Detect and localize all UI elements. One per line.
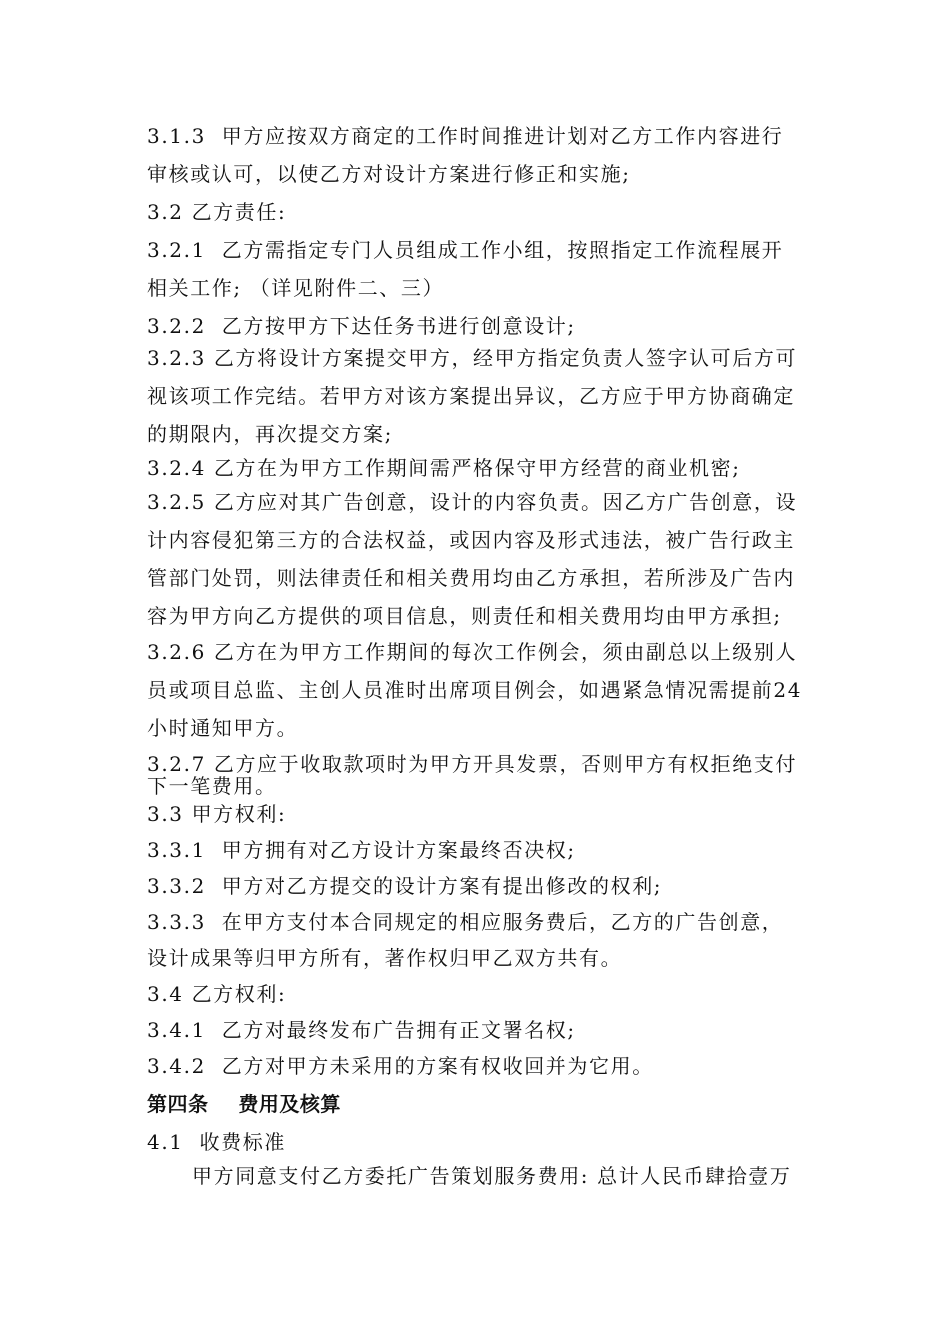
clause-3-2-3-line-2: 视该项工作完结。若甲方对该方案提出异议，乙方应于甲方协商确定 (147, 384, 795, 408)
clause-3-2-1-line-1: 3.2.1 乙方需指定专门人员组成工作小组，按照指定工作流程展开 (147, 238, 784, 262)
clause-3-2-5-line-3: 管部门处罚，则法律责任和相关费用均由乙方承担，若所涉及广告内 (147, 566, 795, 590)
clause-3-3-title: 3.3 甲方权利: (147, 802, 287, 826)
clause-3-2-6-line-1: 3.2.6 乙方在为甲方工作期间的每次工作例会，须由副总以上级别人 (147, 640, 798, 664)
article-4-heading: 第四条 费用及核算 (147, 1092, 341, 1116)
clause-3-2-5-line-4: 容为甲方向乙方提供的项目信息，则责任和相关费用均由甲方承担; (147, 604, 782, 628)
clause-3-2-1-line-2: 相关工作; （详见附件二、三） (147, 276, 445, 300)
clause-3-1-3-line-1: 3.1.3 甲方应按双方商定的工作时间推进计划对乙方工作内容进行 (147, 124, 784, 148)
clause-3-4-title: 3.4 乙方权利: (147, 982, 287, 1006)
clause-3-2-3-line-3: 的期限内，再次提交方案; (147, 422, 393, 446)
clause-3-4-1: 3.4.1 乙方对最终发布广告拥有正文署名权; (147, 1018, 576, 1042)
clause-3-2-2: 3.2.2 乙方按甲方下达任务书进行创意设计; (147, 314, 576, 338)
clause-3-2-5-line-1: 3.2.5 乙方应对其广告创意，设计的内容负责。因乙方广告创意，设 (147, 490, 798, 514)
clause-3-4-2: 3.4.2 乙方对甲方未采用的方案有权收回并为它用。 (147, 1054, 654, 1078)
clause-3-3-3-line-1: 3.3.3 在甲方支付本合同规定的相应服务费后，乙方的广告创意， (147, 910, 784, 934)
clause-3-2-5-line-2: 计内容侵犯第三方的合法权益，或因内容及形式违法，被广告行政主 (147, 528, 795, 552)
article-4-paragraph-line: 甲方同意支付乙方委托广告策划服务费用: 总计人民币肆拾壹万 (192, 1164, 792, 1188)
clause-3-2-7-line-2: 下一笔费用。 (147, 774, 277, 798)
clause-3-2-7-line-1: 3.2.7 乙方应于收取款项时为甲方开具发票，否则甲方有权拒绝支付 (147, 752, 798, 776)
clause-3-2-6-line-3: 小时通知甲方。 (147, 716, 299, 740)
clause-3-3-1: 3.3.1 甲方拥有对乙方设计方案最终否决权; (147, 838, 576, 862)
clause-3-1-3-line-2: 审核或认可，以使乙方对设计方案进行修正和实施; (147, 162, 631, 186)
section-4-1-title: 4.1 收费标准 (147, 1130, 286, 1154)
clause-3-2-6-line-2: 员或项目总监、主创人员准时出席项目例会，如遇紧急情况需提前24 (147, 678, 803, 702)
clause-3-3-2: 3.3.2 甲方对乙方提交的设计方案有提出修改的权利; (147, 874, 663, 898)
clause-3-3-3-line-2: 设计成果等归甲方所有，著作权归甲乙双方共有。 (147, 946, 623, 970)
clause-3-2-3-line-1: 3.2.3 乙方将设计方案提交甲方，经甲方指定负责人签字认可后方可 (147, 346, 798, 370)
clause-3-2-4: 3.2.4 乙方在为甲方工作期间需严格保守甲方经营的商业机密; (147, 456, 741, 480)
clause-3-2-title: 3.2 乙方责任: (147, 200, 287, 224)
